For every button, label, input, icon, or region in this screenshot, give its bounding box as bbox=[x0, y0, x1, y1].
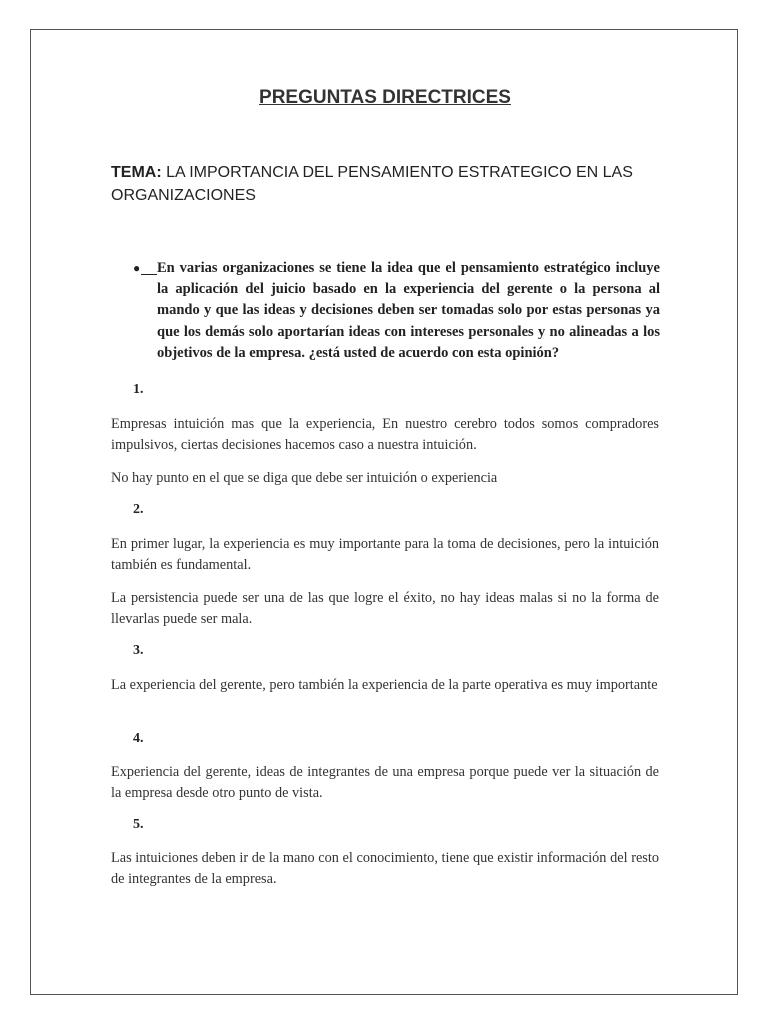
document-title: PREGUNTAS DIRECTRICES bbox=[259, 87, 511, 108]
answer-number-1: 1. bbox=[133, 382, 144, 397]
topic-text: LA IMPORTANCIA DEL PENSAMIENTO ESTRATEGICO EN LAS ORGANIZACIONES bbox=[111, 164, 633, 204]
answer-number-4: 4. bbox=[133, 731, 144, 746]
answer-2-paragraph-1: En primer lugar, la experiencia es muy importante para la toma de decisiones, pero la intuición también es fundamental. bbox=[111, 536, 659, 573]
answer-3-paragraph-1: La experiencia del gerente, pero también la experiencia de la parte operativa es muy importante bbox=[111, 677, 658, 693]
topic-heading bbox=[111, 161, 671, 207]
answer-2-paragraph-2: La persistencia puede ser una de las que logre el éxito, no hay ideas malas si no la forma de llevarlas puede ser mala. bbox=[111, 590, 659, 627]
answer-number-2: 2. bbox=[133, 502, 144, 517]
answer-number-5: 5. bbox=[133, 817, 144, 832]
answer-4-paragraph-1: Experiencia del gerente, ideas de integrantes de una empresa porque puede ver la situación de la empresa desde otro punto de vista. bbox=[111, 764, 659, 801]
answer-1-paragraph-2: No hay punto en el que se diga que debe ser intuición o experiencia bbox=[111, 470, 498, 486]
answer-number-3: 3. bbox=[133, 643, 144, 658]
guiding-question bbox=[133, 258, 660, 364]
question-text: En varias organizaciones se tiene la idea que el pensamiento estratégico incluye la aplicación del juicio basado en la experiencia del gerente o la persona al mando y que las ideas y decisiones deben ser tomadas solo por estas personas ya que los demás solo aportarían ideas con intereses personales y no alineadas a los objetivos de la empresa. ¿está usted de acuerdo con esta opinión? bbox=[157, 260, 660, 361]
answer-1-paragraph-1: Empresas intuición mas que la experiencia, En nuestro cerebro todos somos compradores impulsivos, ciertas decisiones hacemos caso a nuestra intuición. bbox=[111, 416, 659, 453]
document-page bbox=[30, 29, 738, 995]
topic-label: TEMA: bbox=[111, 164, 162, 181]
answer-5-paragraph-1: Las intuiciones deben ir de la mano con el conocimiento, tiene que existir información del resto de integrantes de la empresa. bbox=[111, 850, 659, 887]
bullet-icon: ● bbox=[133, 258, 157, 364]
